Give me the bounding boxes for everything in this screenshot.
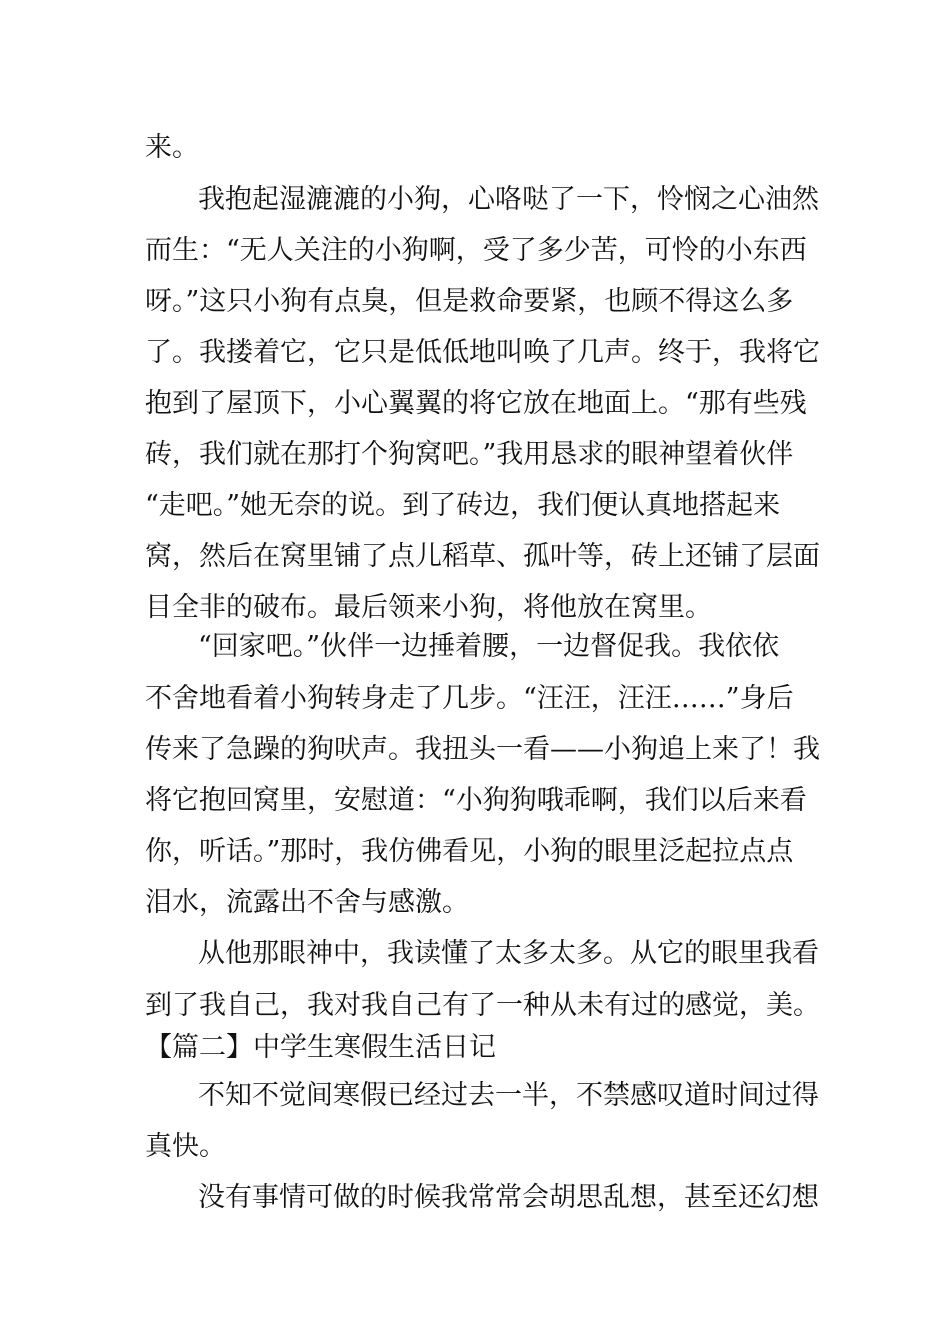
text-line: 来。 (145, 132, 199, 163)
text-line: 呀。”这只小狗有点臭，但是救命要紧，也顾不得这么多 (145, 286, 794, 317)
section-heading: 【篇二】中学生寒假生活日记 (145, 1032, 496, 1063)
paragraph-start-line: 没有事情可做的时候我常常会胡思乱想，甚至还幻想 (198, 1182, 819, 1213)
text-line: 传来了急躁的狗吠声。我扭头一看——小狗追上来了！我 (145, 734, 820, 765)
text-line: 到了我自己，我对我自己有了一种从未有过的感觉，美。 (145, 990, 820, 1021)
text-line: 目全非的破布。最后领来小狗，将他放在窝里。 (145, 592, 712, 623)
text-line: 真快。 (145, 1131, 226, 1162)
text-line: “走吧。”她无奈的说。到了砖边，我们便认真地搭起来 (145, 490, 781, 521)
text-line: 泪水，流露出不舍与感激。 (145, 887, 469, 918)
paragraph-start-line: 我抱起湿漉漉的小狗，心咯哒了一下，怜悯之心油然 (198, 184, 819, 215)
text-line: 了。我搂着它，它只是低低地叫唤了几声。终于，我将它 (145, 337, 820, 368)
text-line: 不舍地看着小狗转身走了几步。“汪汪，汪汪……”身后 (145, 683, 794, 714)
text-line: 将它抱回窝里，安慰道：“小狗狗哦乖啊，我们以后来看 (145, 785, 807, 816)
text-line: 窝，然后在窝里铺了点儿稻草、孤叶等，砖上还铺了层面 (145, 541, 820, 572)
paragraph-start-line: 不知不觉间寒假已经过去一半，不禁感叹道时间过得 (198, 1080, 819, 1111)
text-line: 而生：“无人关注的小狗啊，受了多少苦，可怜的小东西 (145, 235, 807, 266)
paragraph-start-line: 从他那眼神中，我读懂了太多太多。从它的眼里我看 (198, 938, 819, 969)
text-line: 抱到了屋顶下，小心翼翼的将它放在地面上。“那有些残 (145, 388, 807, 419)
text-line: 你，听话。”那时，我仿佛看见，小狗的眼里泛起拉点点 (145, 836, 794, 867)
paragraph-start-line: “回家吧。”伙伴一边捶着腰，一边督促我。我依依 (198, 631, 780, 662)
text-line: 砖，我们就在那打个狗窝吧。”我用恳求的眼神望着伙伴 (145, 439, 794, 470)
